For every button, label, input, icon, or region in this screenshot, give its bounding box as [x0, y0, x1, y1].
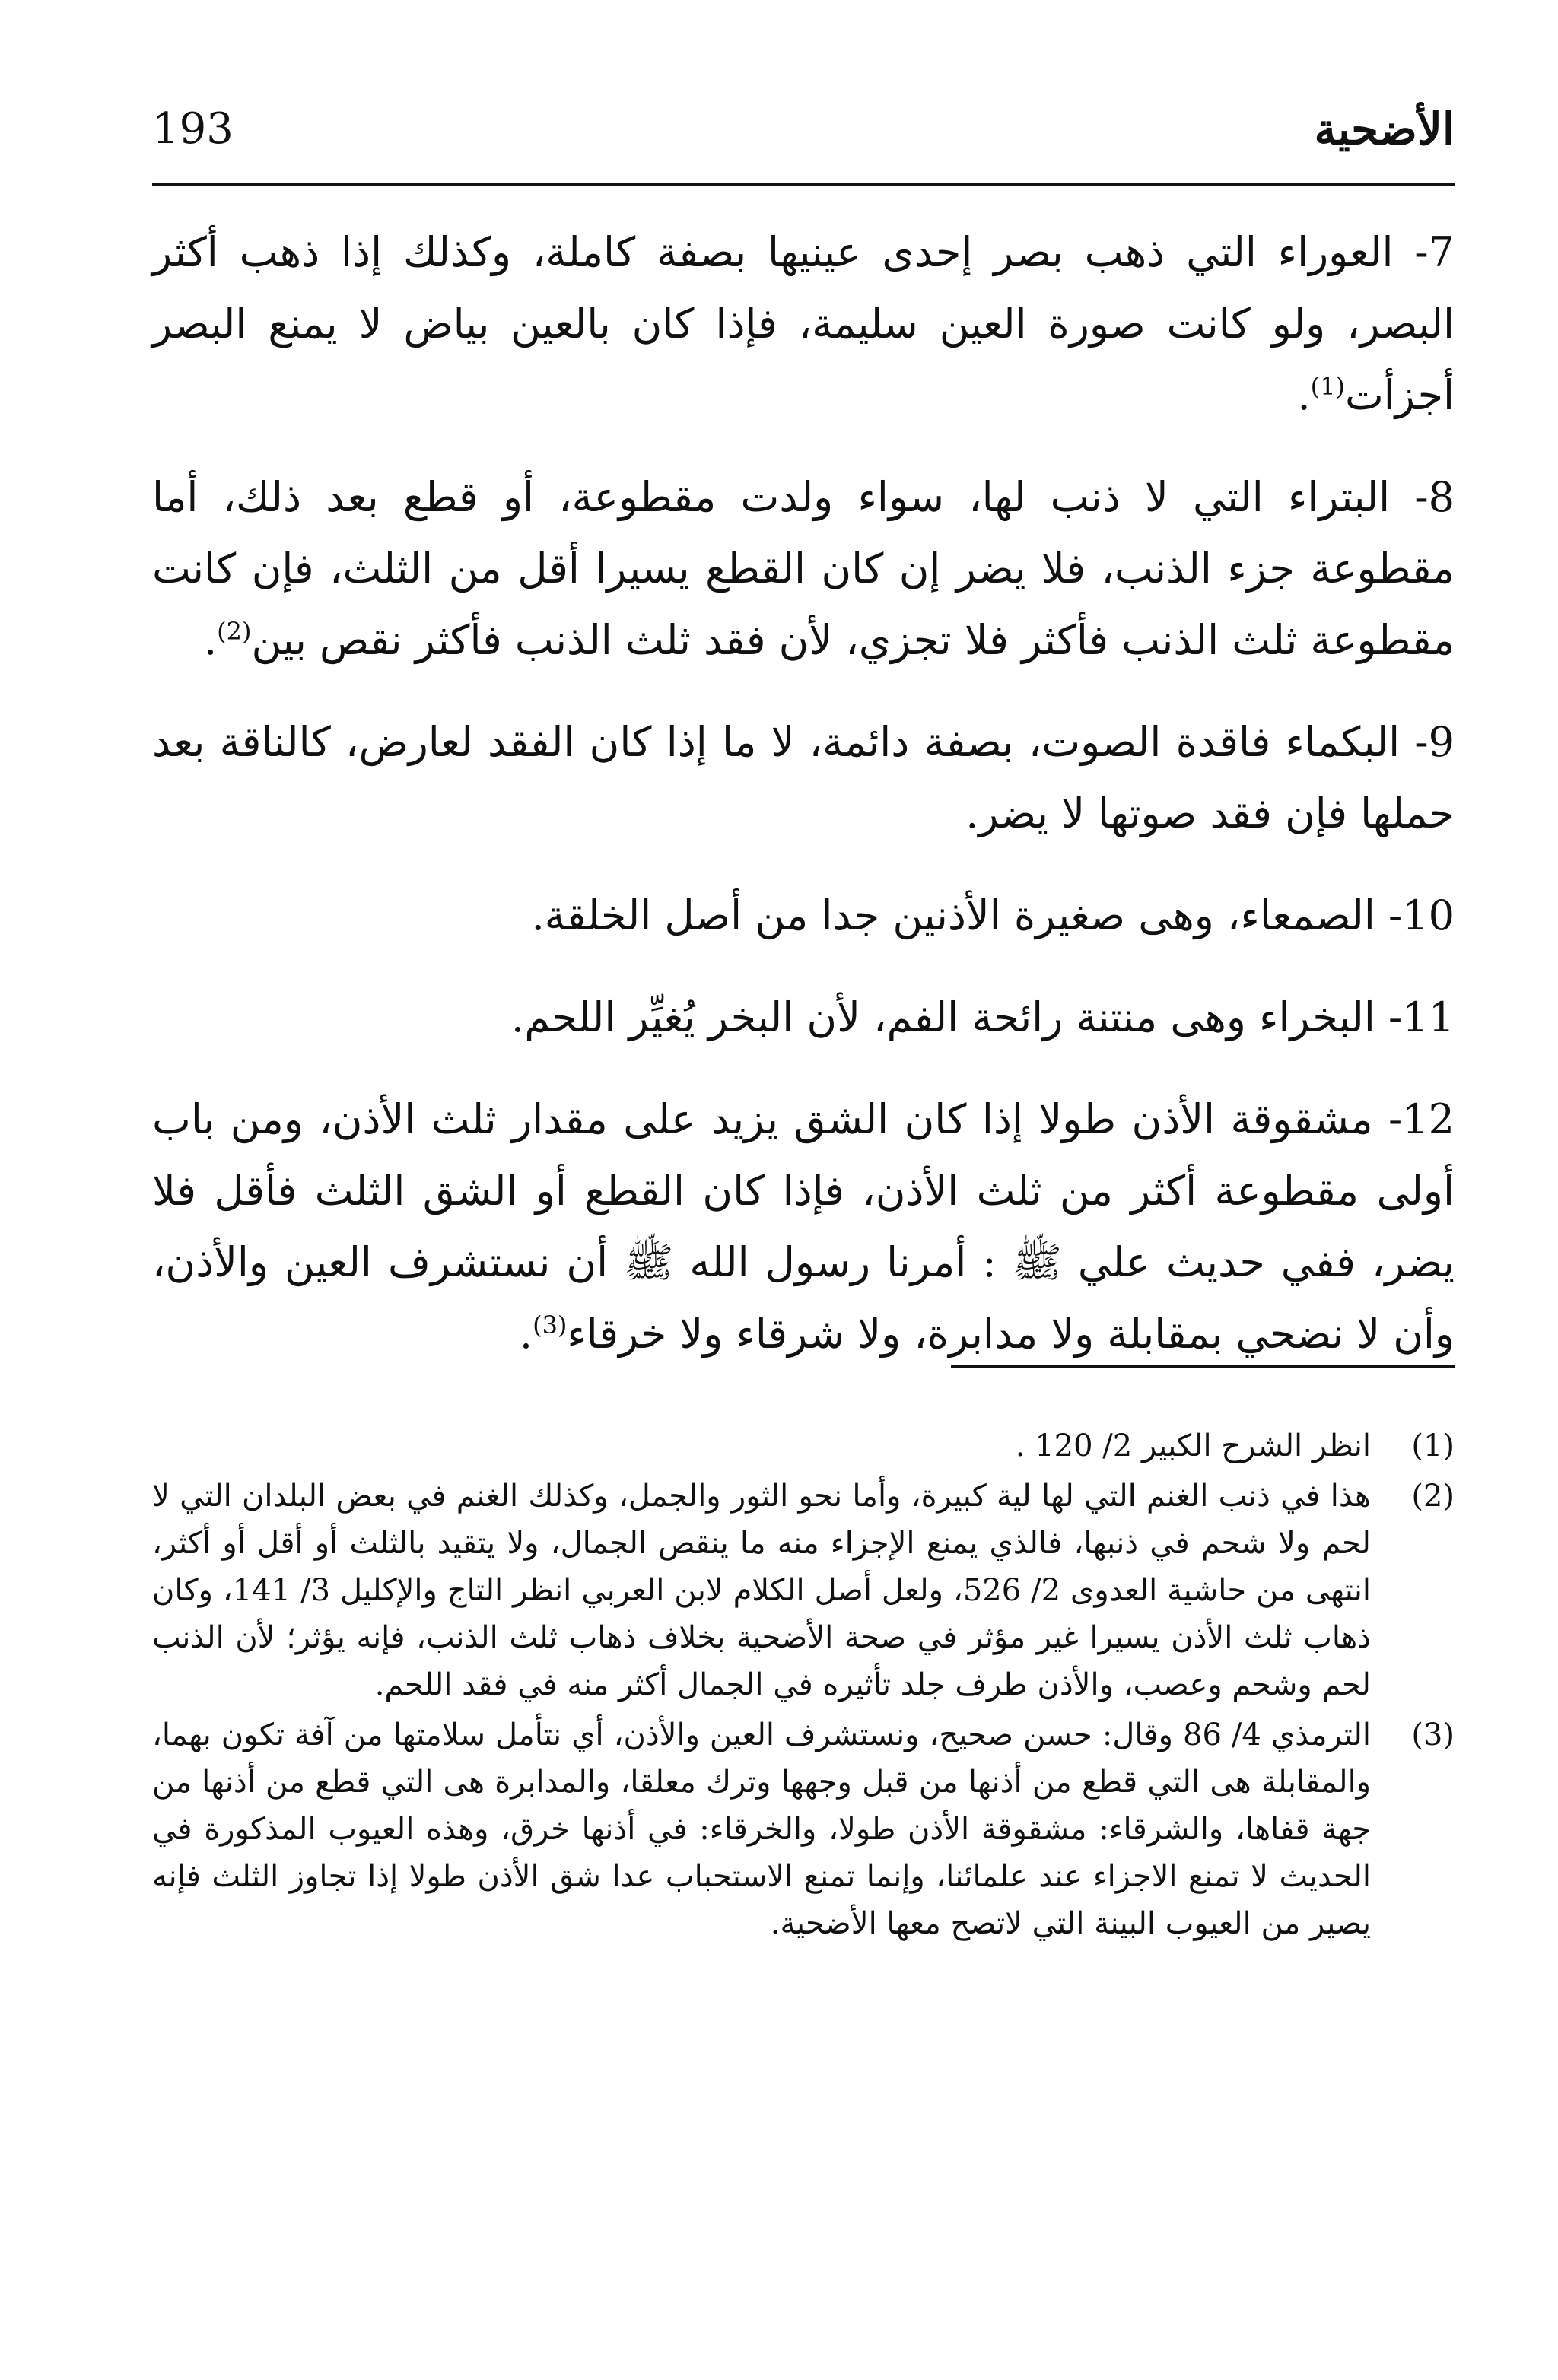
footnote-3 — [152, 1711, 1455, 1947]
paragraph-item-11 — [152, 982, 1455, 1053]
footnote-number: (3) — [1411, 1717, 1455, 1752]
paragraph-item-8 — [152, 462, 1455, 676]
footnotes — [152, 1422, 1455, 1950]
paragraph-item-10 — [152, 880, 1455, 952]
footnote-number: (1) — [1411, 1428, 1455, 1463]
paragraph-text: 11- البخراء وهى منتنة رائحة الفم، لأن البخر يُغيِّر اللحم. — [511, 993, 1455, 1041]
footnote-text: هذا في ذنب الغنم التي لها لية كبيرة، وأما نحو الثور والجمل، وكذلك الغنم في بعض البلدان التي لا لحم ولا شحم في ذنبها، فالذي يمنع الإجزاء منه ما ينقص الجمال، ولا يتقيد بالثلث أو أقل أو أكثر، انتهى من حاشية العدوى 2/ 526، ولعل أصل الكلام لابن العربي انظر التاج والإكليل 3/ 141، وكان ذهاب ثلث الأذن يسيرا غير مؤثر في صحة الأضحية بخلاف ذهاب ثلث الذنب، فإنه يؤثر؛ لأن الذنب لحم وشحم وعصب، والأذن طرف جلد تأثيره في الجمال أكثر منه في فقد اللحم. — [152, 1479, 1371, 1702]
paragraph-text: 10- الصمعاء، وهى صغيرة الأذنين جدا من أصل الخلقة. — [531, 891, 1455, 939]
paragraph-end: . — [519, 1310, 533, 1358]
footnote-text: الترمذي 4/ 86 وقال: حسن صحيح، ونستشرف العين والأذن، أي نتأمل سلامتها من آفة تكون بهما، والمقابلة هى التي قطع من أذنها من قبل وجهها وترك معلقا، والمدابرة هى التي قطع من أذنها من جهة قفاها، والشرقاء: مشقوقة الأذن طولا، والخرقاء: في أذنها خرق، وهذه العيوب المذكورة في الحديث لا تمنع الاجزاء عند علمائنا، وإنما تمنع الاستحباب عدا شق الأذن طولا إذا تجاوز الثلث فإنه يصير من العيوب البينة التي لاتصح معها الأضحية. — [152, 1717, 1372, 1941]
paragraph-item-12 — [152, 1084, 1455, 1370]
footnote-number: (2) — [1411, 1479, 1455, 1514]
footnote-ref[interactable]: (3) — [533, 1311, 568, 1339]
footnote-separator — [951, 1365, 1455, 1368]
paragraph-item-9 — [152, 707, 1455, 850]
footnote-ref[interactable]: (1) — [1310, 372, 1345, 401]
main-text — [152, 217, 1455, 1400]
page-number: 193 — [152, 104, 234, 154]
footnote-1 — [152, 1422, 1455, 1470]
footnote-text: انظر الشرح الكبير 2/ 120 . — [1015, 1428, 1371, 1463]
paragraph-text: 12- مشقوقة الأذن طولا إذا كان الشق يزيد على مقدار ثلث الأذن، ومن باب أولى مقطوعة أكثر من ثلث الأذن، فإذا كان القطع أو الشق الثلث فأقل فلا يضر، ففي حديث علي ﷺ : أمرنا رسول الله ﷺ أن نستشرف العين والأذن، وأن لا نضحي بمقابلة ولا مدابرة، ولا شرقاء ولا خرقاء — [152, 1095, 1455, 1358]
paragraph-end: . — [203, 616, 218, 664]
paragraph-end: . — [1297, 371, 1311, 419]
footnote-ref[interactable]: (2) — [217, 617, 252, 646]
header-rule — [152, 183, 1455, 186]
page-header — [152, 103, 1455, 156]
running-title: الأضحية — [1314, 103, 1455, 155]
paragraph-text: 8- البتراء التي لا ذنب لها، سواء ولدت مقطوعة، أو قطع بعد ذلك، أما مقطوعة جزء الذنب، فلا يضر إن كان القطع يسيرا أقل من الثلث، فإن كانت مقطوعة ثلث الذنب فأكثر فلا تجزي، لأن فقد ثلث الذنب فأكثر نقص بين — [152, 473, 1455, 664]
paragraph-text: 9- البكماء فاقدة الصوت، بصفة دائمة، لا ما إذا كان الفقد لعارض، كالناقة بعد حملها فإن فقد صوتها لا يضر. — [152, 718, 1455, 837]
paragraph-text: 7- العوراء التي ذهب بصر إحدى عينيها بصفة كاملة، وكذلك إذا ذهب أكثر البصر، ولو كانت صورة العين سليمة، فإذا كان بالعين بياض لا يمنع البصر أجزأت — [152, 228, 1455, 419]
footnote-2 — [152, 1473, 1455, 1708]
paragraph-item-7 — [152, 217, 1455, 431]
